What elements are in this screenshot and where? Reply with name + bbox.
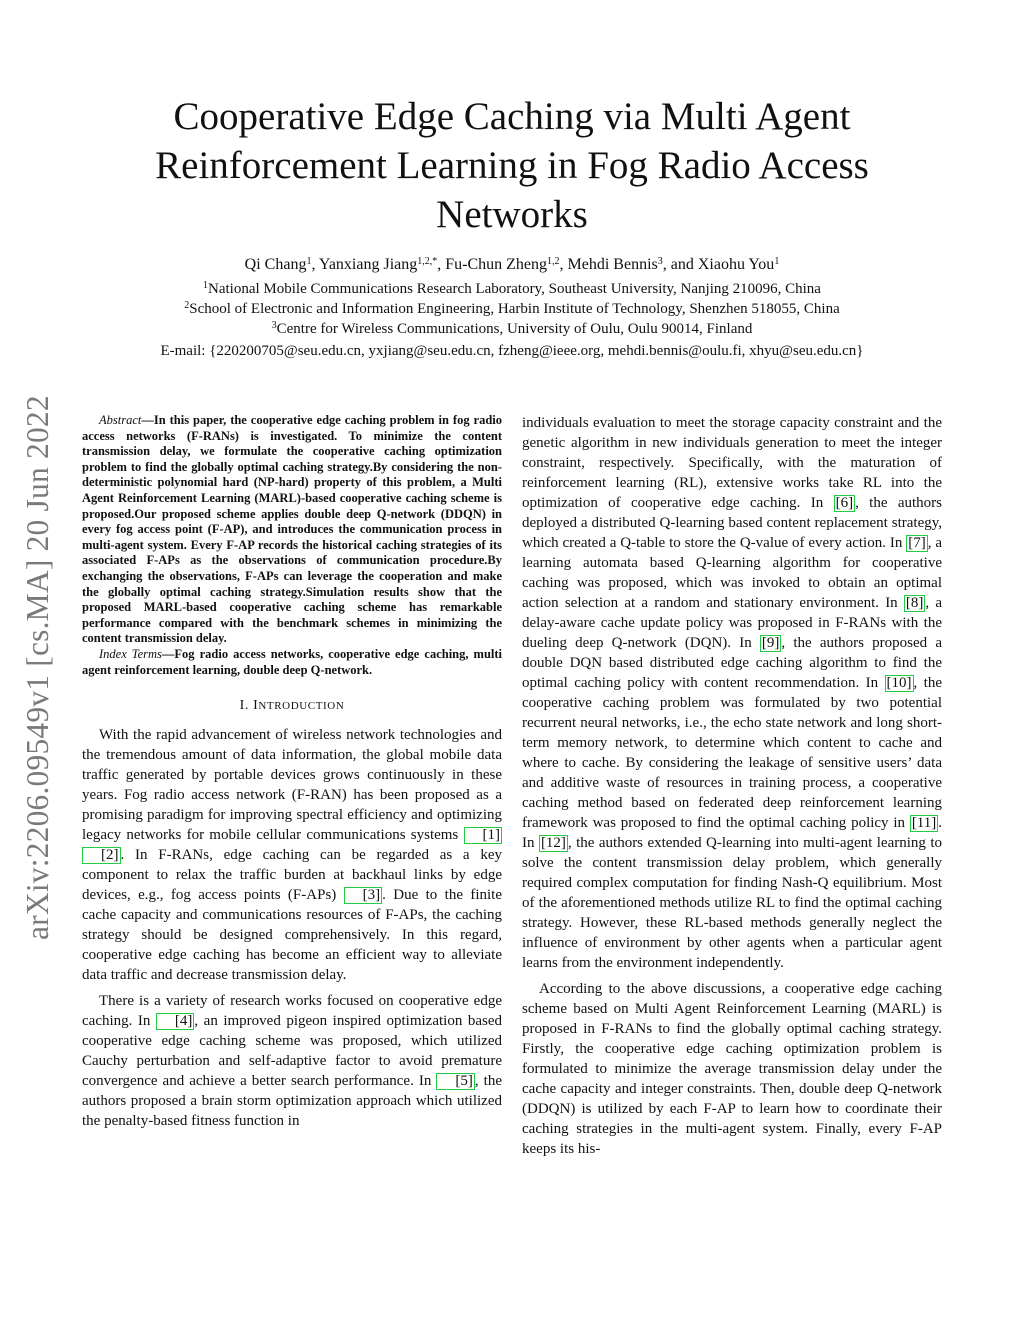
affiliation-text: National Mobile Communications Research Laboratory, Southeast University, Nanjing 210096, China bbox=[208, 281, 821, 297]
intro-paragraph-1 bbox=[82, 725, 502, 985]
section-title-rest: NTRODUCTION bbox=[258, 700, 345, 713]
paragraph-text: There is a variety of research works focused on cooperative edge caching. In bbox=[82, 993, 502, 1030]
paragraph-text: . In bbox=[522, 815, 942, 851]
intro-paragraph-2 bbox=[82, 991, 502, 1131]
citation-link[interactable]: [8] bbox=[905, 595, 924, 611]
citation-link[interactable]: [6] bbox=[835, 495, 854, 511]
author-separator: , bbox=[437, 256, 446, 273]
affiliation-3 bbox=[80, 319, 944, 339]
affiliation-1 bbox=[80, 279, 944, 299]
section-title-initial: I bbox=[253, 698, 259, 714]
citation-link[interactable]: [2] bbox=[82, 847, 121, 864]
citation-link[interactable]: [10] bbox=[886, 675, 912, 691]
paragraph-text: With the rapid advancement of wireless network technologies and the tremendous amount of data information, the global mobile data traffic generated by portable devices grows continuously in these years. Fog radio access network (F-RAN) has been proposed as a promising paradigm for improving spectral efficiency and optimizing legacy networks for mobile cellular communications systems bbox=[82, 727, 502, 844]
index-terms-text: Fog radio access networks, cooperative edge caching, multi agent reinforcement learning, double deep Q-network. bbox=[82, 646, 503, 677]
author-separator: , and bbox=[662, 256, 698, 273]
index-terms bbox=[82, 647, 502, 678]
author-affiliation-sup: 1,2 bbox=[547, 256, 560, 267]
index-terms-dash: — bbox=[161, 646, 175, 661]
paragraph-text: , the authors deployed a distributed Q-learning based content replacement strategy, which created a Q-table to store the Q-value of every action. In bbox=[522, 495, 943, 551]
author-name: Xiaohu You bbox=[697, 256, 775, 273]
paragraph-text: , the authors proposed a double DQN based distributed edge caching algorithm to find the optimal caching policy with content recommendation. In bbox=[522, 635, 942, 691]
intro-paragraph-3: According to the above discussions, a cooperative edge caching scheme based on Multi Agent Reinforcement Learning (MARL) is proposed in F-RANs to find the globally optimal caching strategy. Firstly, the cooperative edge caching optimization problem is formulated to minimize the average transmission delay under the cache capacity and integer constraints. Then, double deep Q-network (DDQN) is utilized by each F-AP to learn how to coordinate their caching strategies in the multi-agent system. Finally, every F-AP keeps its his- bbox=[522, 981, 942, 1157]
affiliation-sup: 1 bbox=[203, 280, 209, 291]
citation-link[interactable]: [9] bbox=[761, 635, 780, 651]
index-terms-label: Index Terms bbox=[99, 646, 162, 661]
section-numeral: I. bbox=[239, 698, 254, 714]
citation-link[interactable]: [5] bbox=[436, 1073, 475, 1090]
abstract-dash: — bbox=[141, 413, 154, 427]
author-affiliation-sup: 1 bbox=[774, 256, 780, 267]
right-column bbox=[522, 413, 942, 1159]
author-separator: , bbox=[559, 256, 568, 273]
affiliation-text: Centre for Wireless Communications, University of Oulu, Oulu 90014, Finland bbox=[276, 321, 753, 337]
citation-link[interactable]: [7] bbox=[908, 535, 926, 551]
email-line: E-mail: {220200705@seu.edu.cn, yxjiang@seu.edu.cn, fzheng@ieee.org, mehdi.bennis@oulu.fi, xhyu@seu.edu.cn} bbox=[160, 343, 864, 359]
author-name: Mehdi Bennis bbox=[567, 256, 658, 273]
citation-link[interactable]: [1] bbox=[464, 827, 503, 844]
paragraph-text: . Due to the finite cache capacity and communications resources of F-APs, the caching strategy should be designed comprehensively. In this regard, cooperative edge caching has become an efficient way to alleviate data traffic and decrease transmission delay. bbox=[82, 887, 503, 984]
paragraph-text: , the authors proposed a brain storm optimization approach which utilized the penalty-based fitness function in bbox=[82, 1073, 503, 1130]
paragraph-text: , an improved pigeon inspired optimization based cooperative edge caching scheme was proposed, which utilized Cauchy perturbation and self-adaptive factor to avoid premature convergence and achieve a better search performance. In bbox=[82, 1013, 502, 1090]
affiliation-2 bbox=[80, 299, 944, 319]
abstract-label: Abstract bbox=[99, 413, 142, 427]
author-name: Qi Chang bbox=[244, 256, 307, 273]
author-name: Yanxiang Jiang bbox=[318, 256, 418, 273]
citation-link[interactable]: [12] bbox=[540, 835, 566, 851]
left-column bbox=[82, 413, 502, 1131]
paragraph-text: . In F-RANs, edge caching can be regarded as a key component to relax the traffic burden at backhaul links by edge devices, e.g., fog access points (F-APs) bbox=[82, 847, 502, 904]
citation-link[interactable]: [11] bbox=[911, 815, 937, 831]
citation-link[interactable]: [3] bbox=[344, 887, 383, 904]
paragraph-text: , the cooperative caching problem was formulated by two potential recurrent neural networks, i.e., the echo state network and long short-term memory network, to determine which content to cache and where to cache. By considering the leakage of sensitive users’ data and additive waste of resources in training process, a cooperative caching method based on federated deep reinforcement learning framework was proposed to find the optimal caching policy in bbox=[522, 675, 942, 831]
intro-paragraph-2-continued bbox=[522, 413, 942, 973]
paragraph-text: individuals evaluation to meet the storage capacity constraint and the genetic algorithm in new individuals generation to meet the integer constraint, respectively. Specifically, with the maturation of reinforcement learning (RL), extensive works take RL into the optimization of cooperative edge caching. In bbox=[522, 415, 942, 511]
paragraph-text: , the authors extended Q-learning into multi-agent learning to solve the content transmission delay problem, which generally required complex computation for finding Nash-Q equilibrium. Most of the aforementioned methods utilize RL to find the optimal caching strategy. However, these RL-based methods generally neglect the influence of environment by other agents when a particular agent learns from the environment independently. bbox=[522, 835, 942, 971]
paragraph-text: , a delay-aware cache update policy was proposed in F-RANs with the dueling deep Q-network (DQN). In bbox=[522, 595, 942, 651]
author-name: Fu-Chun Zheng bbox=[445, 256, 548, 273]
author-affiliation-sup: 3 bbox=[657, 256, 663, 267]
author-affiliation-sup: 1,2,* bbox=[417, 256, 438, 267]
paper-title: Cooperative Edge Caching via Multi Agent Reinforcement Learning in Fog Radio Access Networks bbox=[155, 95, 869, 236]
author-affiliation-sup: 1 bbox=[306, 256, 312, 267]
author-list bbox=[110, 255, 914, 275]
citation-link[interactable]: [4] bbox=[156, 1013, 195, 1030]
abstract bbox=[82, 413, 502, 647]
paragraph-text: , a learning automata based Q-learning algorithm for cooperative caching was proposed, which was invoked to obtain an optimal action selection at a random and stationary environment. In bbox=[522, 535, 942, 611]
abstract-text: In this paper, the cooperative edge caching problem in fog radio access networks (F-RANs) is investigated. To minimize the content transmission delay, we formulate the cooperative caching optimization problem to find the globally optimal caching strategy.By considering the non-deterministic polynomial hard (NP-hard) property of this problem, a Multi Agent Reinforcement Learning (MARL)-based cooperative caching scheme is proposed.Our proposed scheme applies double deep Q-network (DDQN) in every fog access point (F-AP), and introduces the communication process in multi-agent system. Every F-AP records the historical caching strategies of its associated F-APs as the observations of communication procedure.By exchanging the observations, F-APs can leverage the cooperation and make the globally optimal caching strategy.Simulation results show that the proposed MARL-based cooperative caching scheme has remarkable performance compared with the benchmark schemes in minimizing the content transmission delay. bbox=[82, 413, 502, 646]
affiliation-sup: 2 bbox=[184, 300, 190, 311]
affiliation-sup: 3 bbox=[271, 320, 277, 331]
section-heading-introduction bbox=[82, 696, 502, 716]
arxiv-identifier: arXiv:2206.09549v1 [cs.MA] 20 Jun 2022 bbox=[20, 395, 55, 940]
affiliation-text: School of Electronic and Information Engineering, Harbin Institute of Technology, Shenzhen 518055, China bbox=[189, 301, 840, 317]
author-separator: , bbox=[311, 256, 319, 273]
